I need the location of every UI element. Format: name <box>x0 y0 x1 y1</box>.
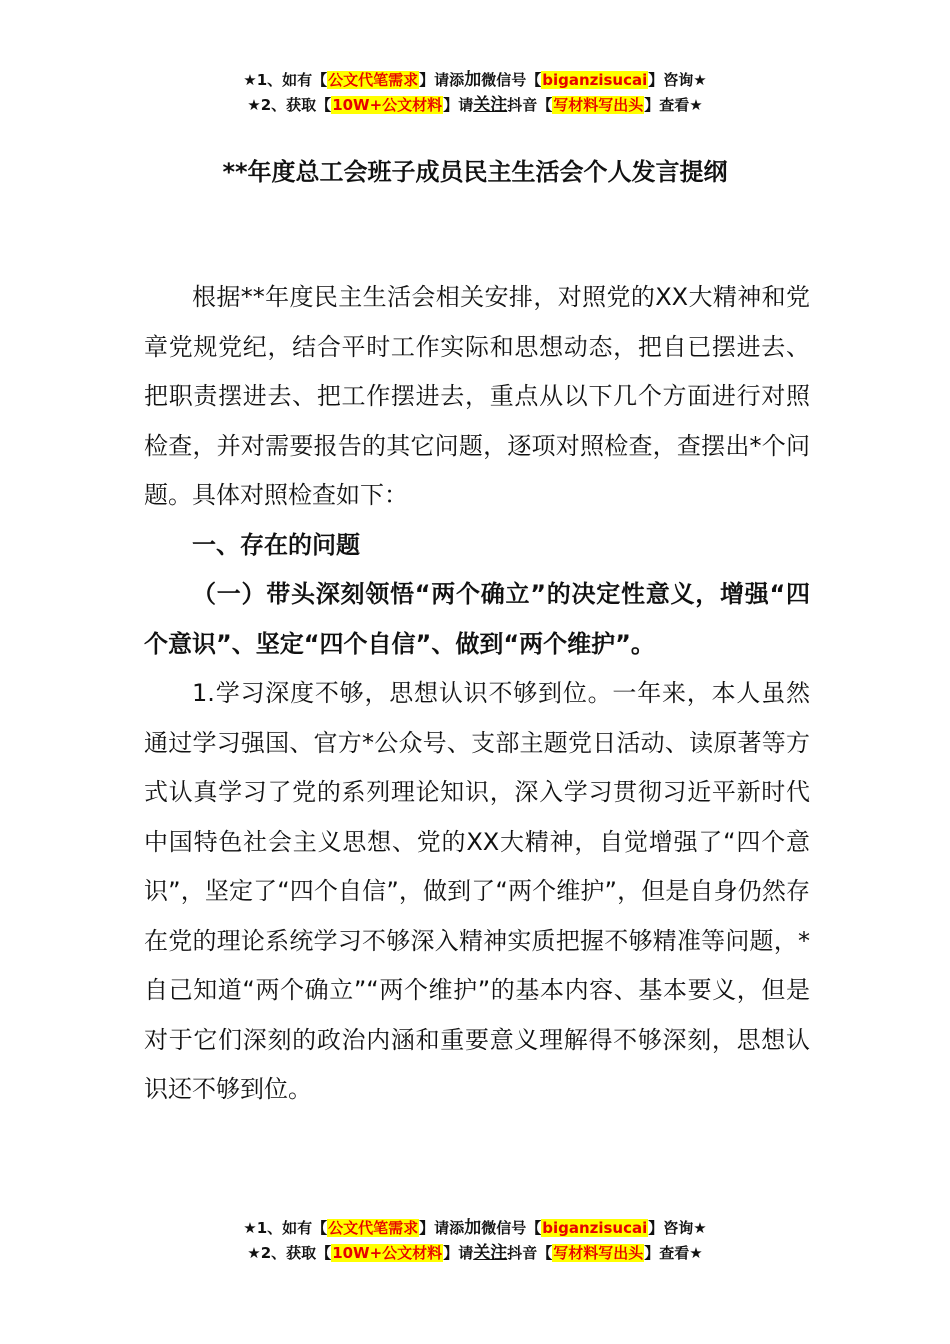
promo-text: 微信号【 <box>481 1219 542 1237</box>
promo-text: 】查看★ <box>644 1244 703 1262</box>
body-paragraph: 1.学习深度不够，思想认识不够到位。一年来，本人虽然通过学习强国、官方*公众号、支部主题党日活动、读原著等方式认真学习了党的系列理论知识，深入学习贯彻习近平新时代中国特色社会主义思想、党的XX大精神，自觉增强了“四个意识”，坚定了“四个自信”，做到了“两个维护”，但是自身仍然存在党的理论系统学习不够深入精神实质把握不够精准等问题，*自己知道“两个确立”“两个维护”的基本内容、基本要义，但是对于它们深刻的政治内涵和重要意义理解得不够深刻，思想认识还不够到位。 <box>144 679 810 1103</box>
promo-text: 抖音【 <box>507 1244 553 1262</box>
promo-text: ★2、获取【 <box>247 1244 332 1262</box>
promo-highlight: 写材料写出头 <box>553 1244 644 1262</box>
promo-text: 】咨询★ <box>648 1219 707 1237</box>
promo-emphasis: 关注 <box>473 95 508 115</box>
section-heading: 一、存在的问题 <box>192 530 360 559</box>
promo-text: 】查看★ <box>644 96 703 114</box>
promo-text: ★1、如有【 <box>243 71 328 89</box>
document-body <box>144 273 810 1115</box>
promo-highlight: 10W+公文材料 <box>332 96 443 114</box>
promo-text: ★1、如有【 <box>243 1219 328 1237</box>
promo-highlight: biganzisucai <box>542 1219 648 1237</box>
subsection-heading: （一）带头深刻领悟“两个确立”的决定性意义，增强“四个意识”、坚定“四个自信”、做到“两个维护”。 <box>144 580 810 658</box>
promo-banner-bottom <box>0 1216 950 1266</box>
promo-text: 】咨询★ <box>648 71 707 89</box>
promo-highlight: 公文代笔需求 <box>328 71 419 89</box>
promo-line-1 <box>0 1216 950 1241</box>
promo-text: 微信号【 <box>481 71 542 89</box>
document-title: **年度总工会班子成员民主生活会个人发言提纲 <box>222 158 728 186</box>
promo-text: ★2、获取【 <box>247 96 332 114</box>
promo-text: 】请 <box>443 1244 474 1262</box>
promo-emphasis: 关注 <box>473 1243 508 1263</box>
promo-emphasis: 加 <box>464 70 482 90</box>
promo-highlight: 公文代笔需求 <box>328 1219 419 1237</box>
intro-paragraph: 根据**年度民主生活会相关安排，对照党的XX大精神和党章党规党纪，结合平时工作实际和思想动态，把自已摆进去、把职责摆进去、把工作摆进去，重点从以下几个方面进行对照检查，并对需要报告的其它问题，逐项对照检查，查摆出*个问题。具体对照检查如下： <box>144 283 810 509</box>
promo-banner-top <box>0 68 950 118</box>
promo-text: 】请添 <box>419 71 465 89</box>
promo-highlight: biganzisucai <box>542 71 648 89</box>
promo-text: 抖音【 <box>507 96 553 114</box>
promo-emphasis: 加 <box>464 1218 482 1238</box>
promo-line-2 <box>0 93 950 118</box>
promo-highlight: 10W+公文材料 <box>332 1244 443 1262</box>
promo-text: 】请 <box>443 96 474 114</box>
promo-line-1 <box>0 68 950 93</box>
promo-highlight: 写材料写出头 <box>553 96 644 114</box>
promo-line-2 <box>0 1241 950 1266</box>
promo-text: 】请添 <box>419 1219 465 1237</box>
